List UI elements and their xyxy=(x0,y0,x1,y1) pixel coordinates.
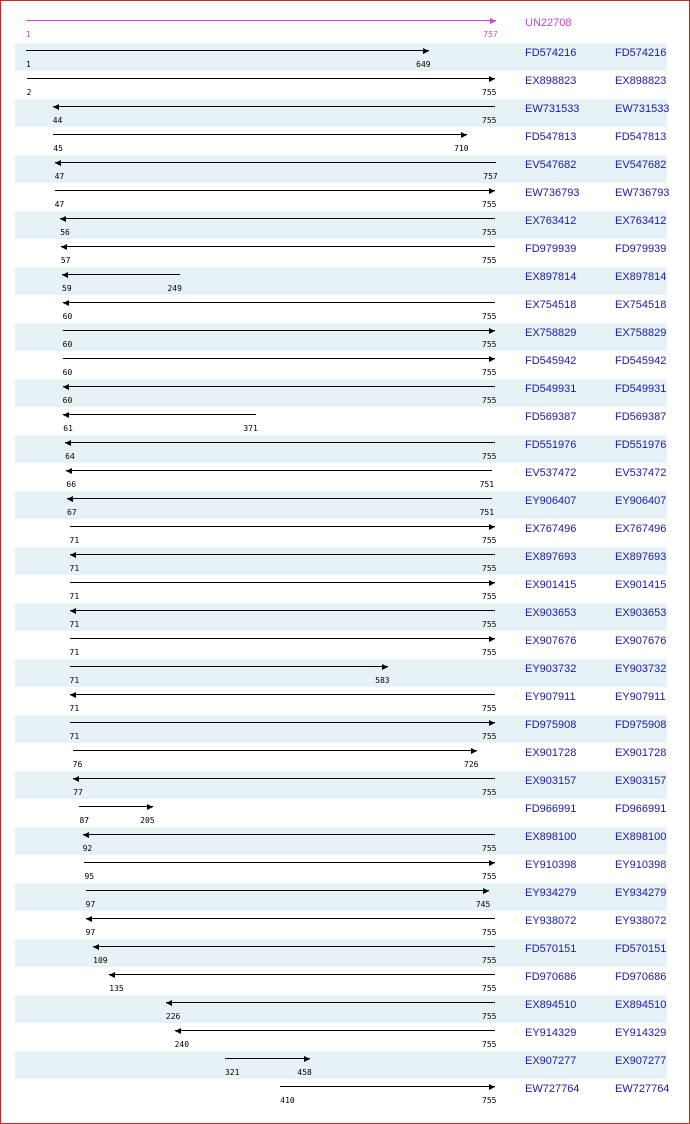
accession-link-secondary[interactable]: EX758829 xyxy=(615,327,667,339)
alignment-start-label: 71 xyxy=(69,676,80,685)
accession-link-secondary[interactable]: EY907911 xyxy=(615,691,666,703)
alignment-end-label: 755 xyxy=(482,564,497,573)
accession-link-secondary[interactable]: EX767496 xyxy=(615,523,667,535)
reference-start-label: 1 xyxy=(26,30,31,39)
accession-link[interactable]: EX901415 xyxy=(525,579,577,591)
alignment-end-label: 755 xyxy=(482,452,497,461)
alignment-row xyxy=(15,435,667,463)
alignment-end-label: 205 xyxy=(140,816,155,825)
alignment-start-label: 47 xyxy=(54,200,65,209)
accession-link-secondary[interactable]: EY914329 xyxy=(615,1027,667,1039)
accession-link[interactable]: FD574216 xyxy=(525,47,577,59)
alignment-line xyxy=(70,554,495,555)
alignment-line xyxy=(83,834,495,835)
alignment-line xyxy=(70,666,388,667)
alignment-start-label: 45 xyxy=(53,144,63,153)
arrow-left-icon xyxy=(53,104,59,110)
accession-link-secondary[interactable]: EX903157 xyxy=(615,775,667,787)
alignment-row xyxy=(15,211,667,239)
alignment-row xyxy=(15,715,667,743)
arrow-right-icon xyxy=(461,132,467,138)
alignment-line xyxy=(70,610,495,611)
accession-link[interactable]: EY934279 xyxy=(525,887,577,899)
alignment-row xyxy=(15,351,667,379)
alignment-line xyxy=(70,582,495,583)
alignment-start-label: 135 xyxy=(109,984,124,993)
accession-link-secondary[interactable]: EX763412 xyxy=(615,215,667,227)
alignment-row xyxy=(15,771,667,799)
accession-link[interactable]: FD975908 xyxy=(525,719,577,731)
reference-row xyxy=(1,1,689,43)
arrow-left-icon xyxy=(55,160,61,166)
alignment-row xyxy=(15,127,667,155)
alignment-start-label: 59 xyxy=(62,284,72,293)
arrow-right-icon xyxy=(489,76,495,82)
alignment-line xyxy=(26,50,429,51)
accession-link-secondary[interactable]: EX907277 xyxy=(615,1055,667,1067)
alignment-end-label: 249 xyxy=(167,284,182,293)
alignment-start-label: 240 xyxy=(174,1040,190,1049)
accession-link[interactable]: EX894510 xyxy=(525,999,577,1011)
alignment-row xyxy=(15,267,667,295)
alignment-end-label: 755 xyxy=(482,1012,497,1021)
arrow-left-icon xyxy=(62,272,68,278)
alignment-line xyxy=(53,106,495,107)
arrow-left-icon xyxy=(86,916,92,922)
alignment-end-label: 755 xyxy=(482,732,497,741)
alignment-start-label: 92 xyxy=(82,844,93,853)
arrow-right-icon xyxy=(489,636,495,642)
alignment-start-label: 71 xyxy=(69,620,80,629)
alignment-start-label: 71 xyxy=(69,648,80,657)
alignment-start-label: 44 xyxy=(52,116,63,125)
accession-link[interactable]: FD970686 xyxy=(525,971,577,983)
alignment-line xyxy=(84,862,494,863)
alignment-end-label: 755 xyxy=(482,228,497,237)
alignment-row xyxy=(15,967,667,995)
arrow-left-icon xyxy=(83,832,89,838)
alignment-start-label: 47 xyxy=(54,172,65,181)
accession-link[interactable]: FD547813 xyxy=(525,131,577,143)
accession-link[interactable]: FD979939 xyxy=(525,243,577,255)
alignment-end-label: 755 xyxy=(482,844,497,853)
accession-link[interactable]: EX897693 xyxy=(525,551,577,563)
accession-link-secondary[interactable]: EV547682 xyxy=(615,159,667,171)
alignment-start-label: 87 xyxy=(79,816,90,825)
alignment-row xyxy=(15,491,667,519)
alignment-start-label: 97 xyxy=(85,900,96,909)
accession-link-secondary[interactable]: EV537472 xyxy=(615,467,667,479)
accession-link[interactable]: EX903157 xyxy=(525,775,577,787)
arrow-left-icon xyxy=(109,972,115,978)
alignment-line xyxy=(65,442,495,443)
alignment-end-label: 755 xyxy=(482,928,497,937)
alignment-end-label: 755 xyxy=(482,984,497,993)
alignment-start-label: 97 xyxy=(85,928,96,937)
arrow-right-icon xyxy=(423,48,429,54)
accession-link[interactable]: EY938072 xyxy=(525,915,577,927)
arrow-right-icon xyxy=(489,580,495,586)
arrow-right-icon xyxy=(489,524,495,530)
alignment-line xyxy=(63,302,495,303)
alignment-line xyxy=(63,358,495,359)
arrow-right-icon xyxy=(489,328,495,334)
alignment-start-label: 61 xyxy=(63,424,73,433)
alignment-end-label: 755 xyxy=(482,592,497,601)
accession-link-secondary[interactable]: EX897693 xyxy=(615,551,667,563)
alignment-end-label: 755 xyxy=(482,88,497,97)
alignment-start-label: 77 xyxy=(73,788,83,797)
accession-link-secondary[interactable]: FD970686 xyxy=(615,971,667,983)
accession-link-secondary[interactable]: EX901415 xyxy=(615,579,667,591)
accession-link-secondary[interactable]: EX901728 xyxy=(615,747,667,759)
accession-link-secondary[interactable]: FD569387 xyxy=(615,411,667,423)
arrow-right-icon xyxy=(489,1084,495,1090)
accession-link[interactable]: EX903653 xyxy=(525,607,577,619)
alignment-line xyxy=(93,946,495,947)
alignment-start-label: 71 xyxy=(69,592,80,601)
accession-link[interactable]: FD569387 xyxy=(525,411,577,423)
accession-link-secondary[interactable]: FD545942 xyxy=(615,355,667,367)
alignment-end-label: 755 xyxy=(482,648,497,657)
arrow-left-icon xyxy=(73,776,79,782)
accession-link-secondary[interactable]: EY903732 xyxy=(615,663,667,675)
alignment-start-label: 71 xyxy=(69,564,80,573)
accession-link[interactable]: EV547682 xyxy=(525,159,577,171)
alignment-end-label: 755 xyxy=(482,368,497,377)
alignment-rows xyxy=(1,1,689,1123)
accession-link[interactable]: EX901728 xyxy=(525,747,577,759)
arrow-right-icon xyxy=(489,720,495,726)
alignment-end-label: 755 xyxy=(482,620,497,629)
alignment-start-label: 67 xyxy=(67,508,77,517)
alignment-end-label: 755 xyxy=(482,200,497,209)
alignment-row xyxy=(15,575,667,603)
alignment-line xyxy=(55,162,496,163)
alignment-end-label: 751 xyxy=(479,480,495,489)
alignment-end-label: 755 xyxy=(482,1096,497,1105)
accession-link-secondary[interactable]: EY910398 xyxy=(615,859,667,871)
alignment-end-label: 755 xyxy=(482,536,497,545)
alignment-line xyxy=(67,498,492,499)
accession-link[interactable]: EX898100 xyxy=(525,831,577,843)
accession-link-secondary[interactable]: FD549931 xyxy=(615,383,667,395)
alignment-end-label: 458 xyxy=(297,1068,312,1077)
alignment-row xyxy=(15,155,667,183)
accession-link-secondary[interactable]: EX903653 xyxy=(615,607,667,619)
accession-link[interactable]: EY903732 xyxy=(525,663,577,675)
alignment-end-label: 755 xyxy=(482,116,497,125)
alignment-line xyxy=(280,1086,494,1087)
accession-link[interactable]: FD966991 xyxy=(525,803,577,815)
alignment-row xyxy=(15,939,667,967)
alignment-start-label: 56 xyxy=(60,228,70,237)
alignment-start-label: 76 xyxy=(72,760,83,769)
accession-link[interactable]: FD549931 xyxy=(525,383,577,395)
arrow-left-icon xyxy=(66,468,72,474)
arrow-right-icon xyxy=(490,18,496,24)
alignment-end-label: 710 xyxy=(454,144,469,153)
alignment-row xyxy=(15,1023,667,1051)
arrow-left-icon xyxy=(175,1028,181,1034)
alignment-row xyxy=(15,519,667,547)
alignment-line xyxy=(73,750,477,751)
alignment-start-label: 410 xyxy=(280,1096,295,1105)
alignment-line xyxy=(86,890,489,891)
accession-link-secondary[interactable]: EW727764 xyxy=(615,1083,670,1095)
alignment-line xyxy=(61,246,495,247)
accession-link[interactable]: EW727764 xyxy=(525,1083,580,1095)
alignment-row xyxy=(15,43,667,71)
alignment-start-label: 66 xyxy=(66,480,77,489)
accession-link-secondary[interactable]: FD979939 xyxy=(615,243,667,255)
arrow-left-icon xyxy=(63,384,69,390)
accession-link[interactable]: FD545942 xyxy=(525,355,577,367)
accession-link[interactable]: EX763412 xyxy=(525,215,577,227)
alignment-start-label: 60 xyxy=(62,368,73,377)
alignment-end-label: 755 xyxy=(482,872,497,881)
alignment-line xyxy=(62,274,180,275)
accession-link[interactable]: FD570151 xyxy=(525,943,577,955)
accession-link[interactable]: EX767496 xyxy=(525,523,577,535)
alignment-line xyxy=(73,778,495,779)
alignment-line xyxy=(55,190,495,191)
alignment-row xyxy=(15,603,667,631)
alignment-line xyxy=(175,1030,495,1031)
accession-link-secondary[interactable]: EW731533 xyxy=(615,103,670,115)
alignment-end-label: 755 xyxy=(482,312,497,321)
accession-link-secondary[interactable]: FD975908 xyxy=(615,719,667,731)
reference-end-label: 757 xyxy=(483,30,498,39)
alignment-row xyxy=(15,743,667,771)
alignment-start-label: 57 xyxy=(60,256,71,265)
alignment-line xyxy=(63,330,495,331)
alignment-row xyxy=(15,379,667,407)
accession-link-secondary[interactable]: EY938072 xyxy=(615,915,667,927)
alignment-start-label: 109 xyxy=(93,956,108,965)
arrow-right-icon xyxy=(483,888,489,894)
accession-link[interactable]: EY906407 xyxy=(525,495,577,507)
alignment-line xyxy=(70,694,495,695)
alignment-line xyxy=(166,1002,495,1003)
arrow-left-icon xyxy=(70,692,76,698)
arrow-left-icon xyxy=(63,300,69,306)
accession-link[interactable]: EV537472 xyxy=(525,467,577,479)
alignment-start-label: 60 xyxy=(62,312,73,321)
alignment-line xyxy=(70,526,495,527)
alignment-start-label: 71 xyxy=(69,732,80,741)
alignment-start-label: 95 xyxy=(84,872,95,881)
alignment-row xyxy=(15,1079,670,1107)
arrow-right-icon xyxy=(471,748,477,754)
arrow-left-icon xyxy=(70,608,76,614)
alignment-start-label: 60 xyxy=(62,396,73,405)
alignment-line xyxy=(225,1058,310,1059)
alignment-line xyxy=(70,722,495,723)
alignment-start-label: 1 xyxy=(26,60,31,69)
alignment-end-label: 757 xyxy=(483,172,498,181)
alignment-start-label: 71 xyxy=(69,704,80,713)
accession-link-secondary[interactable]: EW736793 xyxy=(615,187,670,199)
alignment-row xyxy=(15,883,667,911)
alignment-row xyxy=(15,631,667,659)
alignment-end-label: 755 xyxy=(482,956,497,965)
accession-link-secondary[interactable]: EY934279 xyxy=(615,887,667,899)
alignment-line xyxy=(109,974,494,975)
alignment-start-label: 321 xyxy=(224,1068,240,1077)
arrow-left-icon xyxy=(60,216,66,222)
accession-link-secondary[interactable]: EX894510 xyxy=(615,999,667,1011)
alignment-row xyxy=(15,407,667,435)
accession-link-secondary[interactable]: FD551976 xyxy=(615,439,667,451)
alignment-row xyxy=(15,1051,667,1079)
arrow-right-icon xyxy=(489,356,495,362)
alignment-line xyxy=(66,470,492,471)
accession-link-secondary[interactable]: EX898100 xyxy=(615,831,667,843)
accession-link-secondary[interactable]: EX754518 xyxy=(615,299,667,311)
accession-link[interactable]: EY910398 xyxy=(525,859,577,871)
arrow-left-icon xyxy=(67,496,73,502)
arrow-left-icon xyxy=(70,552,76,558)
accession-link-secondary[interactable]: FD570151 xyxy=(615,943,667,955)
alignment-line xyxy=(60,218,495,219)
arrow-left-icon xyxy=(93,944,99,950)
accession-link[interactable]: EW736793 xyxy=(525,187,580,199)
alignment-row xyxy=(15,659,667,687)
alignment-row xyxy=(15,995,667,1023)
arrow-right-icon xyxy=(382,664,388,670)
alignment-end-label: 583 xyxy=(375,676,390,685)
accession-link-secondary[interactable]: FD574216 xyxy=(615,47,667,59)
accession-link[interactable]: EY914329 xyxy=(525,1027,577,1039)
alignment-line xyxy=(27,78,495,79)
alignment-line xyxy=(79,806,152,807)
alignment-line xyxy=(70,638,495,639)
alignment-row xyxy=(15,71,667,99)
reference-line xyxy=(26,20,496,21)
accession-link[interactable]: EX897814 xyxy=(525,271,577,283)
accession-link-secondary[interactable]: EY906407 xyxy=(615,495,667,507)
arrow-left-icon xyxy=(61,244,67,250)
alignment-row xyxy=(15,295,667,323)
alignment-end-label: 745 xyxy=(475,900,491,909)
alignment-row xyxy=(15,799,667,827)
alignment-row xyxy=(15,323,667,351)
alignment-line xyxy=(63,386,495,387)
alignment-start-label: 64 xyxy=(65,452,75,461)
alignment-row xyxy=(15,547,667,575)
alignment-row xyxy=(15,827,667,855)
reference-id-link[interactable]: UN22708 xyxy=(525,17,572,29)
alignment-row xyxy=(15,687,667,715)
alignment-end-label: 371 xyxy=(243,424,258,433)
accession-link-secondary[interactable]: FD547813 xyxy=(615,131,667,143)
alignment-end-label: 751 xyxy=(479,508,495,517)
accession-link[interactable]: EX907676 xyxy=(525,635,577,647)
alignment-line xyxy=(86,918,495,919)
accession-link[interactable]: FD551976 xyxy=(525,439,577,451)
arrow-left-icon xyxy=(63,412,69,418)
accession-link-secondary[interactable]: EX897814 xyxy=(615,271,667,283)
arrow-right-icon xyxy=(489,188,495,194)
alignment-end-label: 755 xyxy=(482,340,497,349)
alignment-end-label: 755 xyxy=(482,788,497,797)
alignment-row xyxy=(15,239,667,267)
arrow-right-icon xyxy=(304,1056,310,1062)
alignment-row xyxy=(15,99,670,127)
alignment-row xyxy=(15,183,670,211)
alignment-end-label: 726 xyxy=(464,760,479,769)
alignment-end-label: 649 xyxy=(416,60,431,69)
alignment-line xyxy=(53,134,466,135)
accession-link[interactable]: EX907277 xyxy=(525,1055,577,1067)
alignment-end-label: 755 xyxy=(482,256,497,265)
accession-link-secondary[interactable]: EX907676 xyxy=(615,635,667,647)
alignment-start-label: 226 xyxy=(165,1012,181,1021)
alignment-start-label: 71 xyxy=(69,536,80,545)
alignment-start-label: 2 xyxy=(26,88,32,97)
accession-link[interactable]: EX758829 xyxy=(525,327,577,339)
arrow-right-icon xyxy=(147,804,153,810)
accession-link[interactable]: EW731533 xyxy=(525,103,580,115)
alignment-end-label: 755 xyxy=(482,396,497,405)
arrow-left-icon xyxy=(65,440,71,446)
alignment-end-label: 755 xyxy=(482,1040,497,1049)
alignment-line xyxy=(63,414,256,415)
accession-link[interactable]: EX754518 xyxy=(525,299,577,311)
arrow-left-icon xyxy=(166,1000,172,1006)
accession-link[interactable]: EY907911 xyxy=(525,691,576,703)
accession-link[interactable]: EX898823 xyxy=(525,75,577,87)
alignment-row xyxy=(15,855,667,883)
accession-link-secondary[interactable]: EX898823 xyxy=(615,75,667,87)
alignment-row xyxy=(15,463,667,491)
arrow-right-icon xyxy=(489,860,495,866)
alignment-end-label: 755 xyxy=(482,704,497,713)
alignment-start-label: 60 xyxy=(62,340,73,349)
accession-link-secondary[interactable]: FD966991 xyxy=(615,803,667,815)
alignment-row xyxy=(15,911,667,939)
